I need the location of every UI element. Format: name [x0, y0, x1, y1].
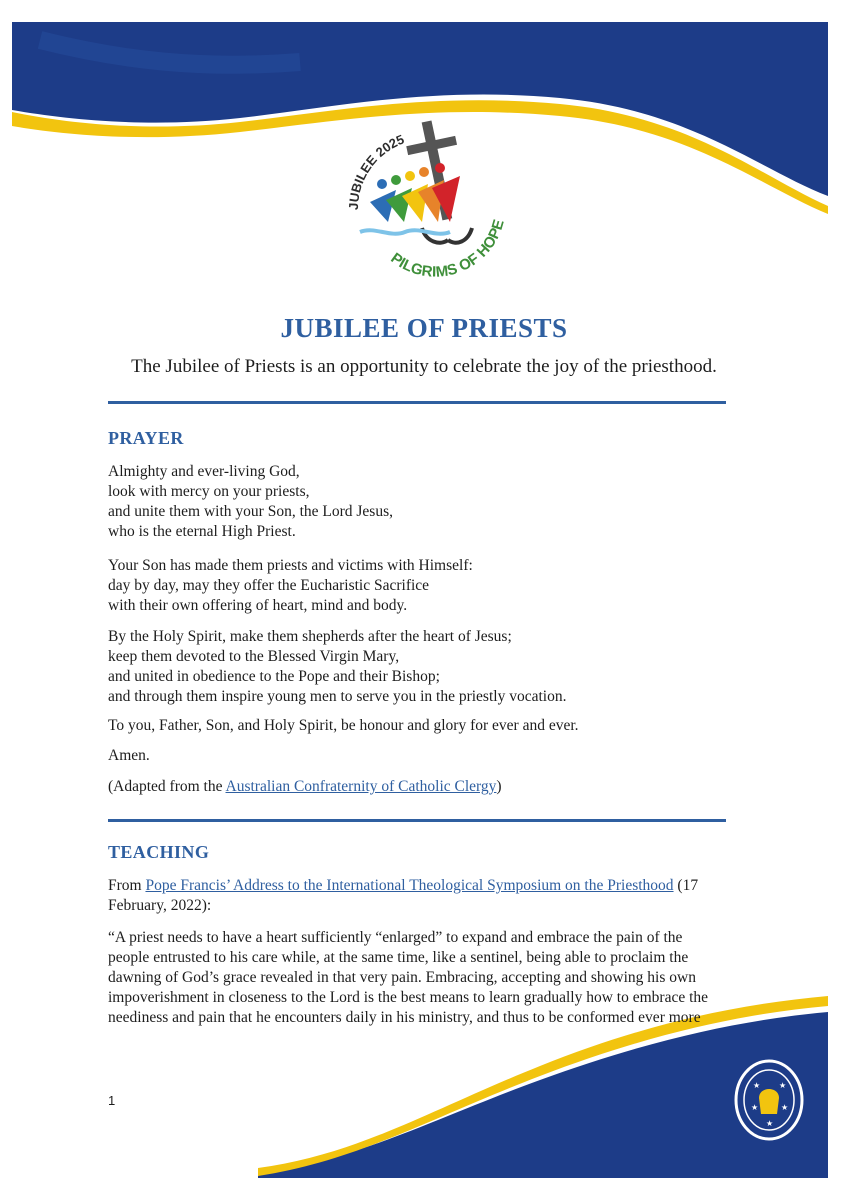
source-prefix: (Adapted from the — [108, 778, 226, 795]
seal-icon — [733, 1058, 805, 1142]
svg-text:★: ★ — [753, 1081, 761, 1090]
confraternity-link[interactable]: Australian Confraternity of Catholic Clergy — [225, 778, 497, 795]
water-waves-icon — [360, 230, 450, 233]
prayer-stanza-1 — [108, 462, 728, 542]
prayer-doxology: To you, Father, Son, and Holy Spirit, be honour and glory for ever and ever. — [108, 717, 579, 734]
quote-line: neediness and pain that he encounters daily in his ministry, and thus to be conformed ever more — [108, 1009, 701, 1026]
jubilee-logo — [330, 110, 520, 300]
prayer-source — [108, 777, 728, 797]
anchor-icon — [422, 228, 472, 243]
prayer-line: and united in obedience to the Pope and their Bishop; — [108, 668, 440, 685]
svg-text:★: ★ — [766, 1119, 774, 1128]
intro-suffix: (17 — [673, 877, 699, 894]
svg-text:★: ★ — [751, 1103, 759, 1112]
source-suffix: ) — [496, 778, 502, 795]
prayer-line: Your Son has made them priests and victims with Himself: — [108, 557, 473, 574]
quote-line: people entrusted to his care while, at the same time, like a sentinel, being able to proclaim the — [108, 949, 689, 966]
page-subtitle: The Jubilee of Priests is an opportunity to celebrate the joy of the priesthood. — [131, 356, 717, 377]
page-title: JUBILEE OF PRIESTS — [280, 313, 568, 343]
prayer-line: and through them inspire young men to serve you in the priestly vocation. — [108, 688, 567, 705]
prayer-heading: PRAYER — [108, 428, 184, 448]
teaching-intro-line — [108, 876, 728, 896]
page-number: 1 — [108, 1093, 116, 1108]
pope-address-link[interactable]: Pope Francis’ Address to the International Theological Symposium on the Priesthood — [145, 877, 674, 894]
prayer-line: look with mercy on your priests, — [108, 483, 310, 500]
prayer-line: Almighty and ever-living God, — [108, 463, 300, 480]
teaching-quote — [108, 928, 738, 1028]
prayer-stanza-2 — [108, 556, 728, 616]
teaching-intro-line: February, 2022): — [108, 897, 212, 914]
quote-line: “A priest needs to have a heart sufficiently “enlarged” to expand and embrace the pain of the — [108, 929, 683, 946]
prayer-line: By the Holy Spirit, make them shepherds after the heart of Jesus; — [108, 628, 512, 645]
logo-arc-bottom-text: PILGRIMS OF HOPE — [387, 217, 508, 281]
prayer-line: and unite them with your Son, the Lord Jesus, — [108, 503, 393, 520]
quote-line: dawning of God’s grace revealed in that very pain. Embracing, accepting and showing his own — [108, 969, 696, 986]
quote-line: impoverishment in closeness to the Lord is the best means to learn gradually how to embrace the — [108, 989, 709, 1006]
teaching-intro — [108, 876, 728, 916]
section-divider — [108, 819, 726, 822]
prayer-amen: Amen. — [108, 747, 150, 764]
prayer-line: keep them devoted to the Blessed Virgin Mary, — [108, 648, 400, 665]
prayer-line: with their own offering of heart, mind and body. — [108, 597, 408, 614]
prayer-line: day by day, may they offer the Eucharistic Sacrifice — [108, 577, 430, 594]
logo-arc-top-text: JUBILEE 2025 — [345, 131, 407, 211]
intro-prefix: From — [108, 877, 146, 894]
prayer-stanza-3 — [108, 627, 728, 707]
svg-text:★: ★ — [779, 1081, 787, 1090]
prayer-line: who is the eternal High Priest. — [108, 523, 296, 540]
pilgrim-figures-icon — [370, 163, 460, 222]
teaching-heading: TEACHING — [108, 842, 210, 862]
section-divider — [108, 401, 726, 404]
svg-text:★: ★ — [781, 1103, 789, 1112]
